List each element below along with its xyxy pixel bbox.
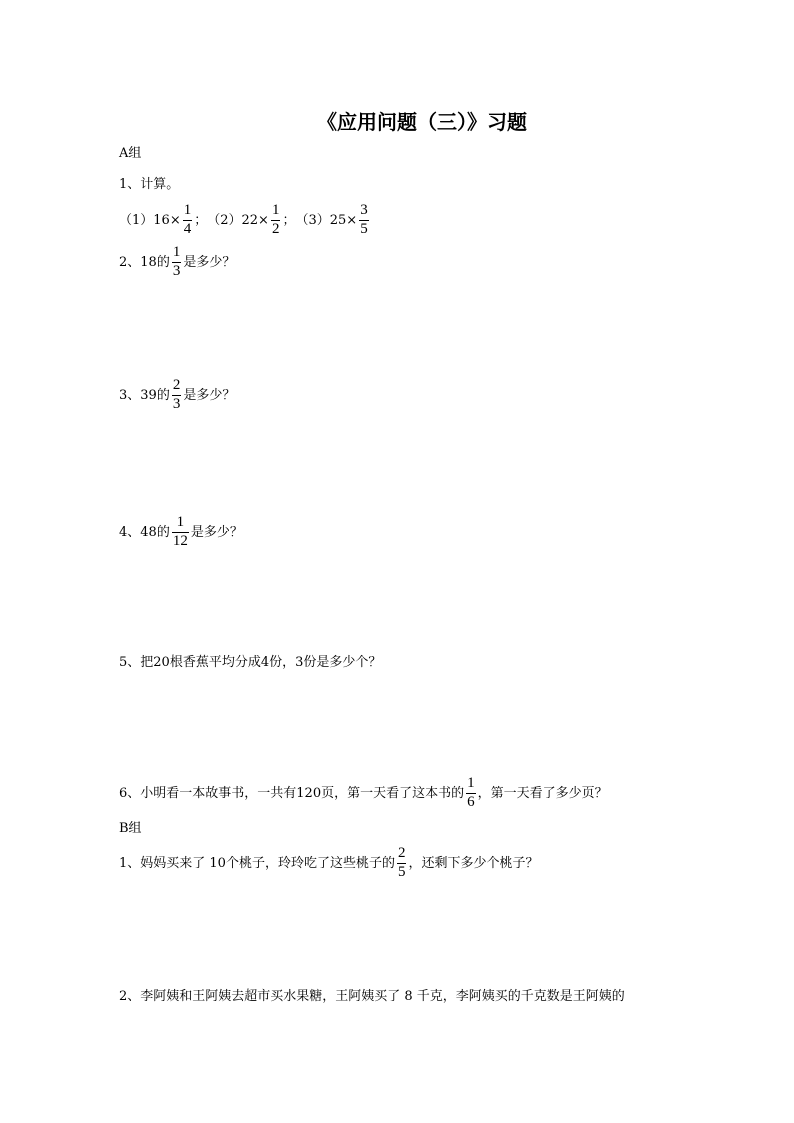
question-a2-prefix: 2、18的	[119, 254, 170, 270]
calc-item-3-prefix: （3）25×	[295, 212, 358, 228]
calc-item-2-suffix: ；	[282, 212, 296, 228]
question-b1-prefix: 1、妈妈买来了 10个桃子，玲玲吃了这些桃子的	[119, 855, 395, 871]
question-a4-suffix: 是多少？	[190, 524, 243, 540]
calc-item-1-prefix: （1）16×	[119, 212, 181, 228]
question-b1-suffix: ，还剩下多少个桃子？	[408, 855, 539, 871]
question-a1-text: 1、计算。	[119, 177, 180, 192]
fraction	[397, 846, 407, 881]
fraction	[359, 203, 369, 238]
question-a3-suffix: 是多少？	[183, 387, 236, 403]
fraction	[172, 515, 189, 550]
fraction-numerator: 1	[467, 775, 475, 791]
fraction-numerator: 3	[360, 202, 368, 218]
question-a6-suffix: ，第一天看了多少页？	[477, 785, 608, 801]
question-a2	[119, 245, 235, 280]
fraction-denominator: 4	[183, 220, 192, 237]
question-a1-items	[119, 203, 371, 238]
fraction-numerator: 1	[176, 514, 185, 530]
fraction	[271, 203, 281, 238]
fraction-denominator: 12	[172, 532, 188, 549]
fraction-numerator: 2	[397, 845, 406, 861]
group-a-label: A组	[119, 146, 142, 161]
group-b-label: B组	[119, 821, 142, 836]
fraction-numerator: 1	[183, 202, 192, 218]
question-a4	[119, 515, 243, 550]
question-a6	[119, 776, 608, 811]
fraction	[466, 776, 476, 811]
question-a5: 5、把20根香蕉平均分成4份，3份是多少个？	[119, 655, 382, 670]
fraction-denominator: 5	[360, 220, 368, 237]
fraction-denominator: 3	[172, 262, 181, 279]
fraction	[183, 203, 193, 238]
question-a3-prefix: 3、39的	[119, 387, 170, 403]
calc-item-1-suffix: ；	[194, 212, 208, 228]
fraction-numerator: 1	[172, 244, 181, 260]
question-a4-prefix: 4、48的	[119, 524, 170, 540]
fraction-denominator: 3	[172, 395, 181, 412]
fraction	[172, 245, 182, 280]
question-a2-suffix: 是多少？	[183, 254, 236, 270]
question-b2: 2、李阿姨和王阿姨去超市买水果糖，王阿姨买了 8 千克，李阿姨买的千克数是王阿姨的	[119, 989, 625, 1004]
fraction-denominator: 2	[271, 220, 280, 237]
page-title: 《应用问题（三）》习题	[317, 110, 527, 134]
calc-item-2-prefix: （2）22×	[207, 212, 269, 228]
fraction-numerator: 1	[271, 202, 280, 218]
fraction-denominator: 6	[467, 793, 475, 810]
question-a3	[119, 378, 235, 413]
question-a6-prefix: 6、小明看一本故事书，一共有120页，第一天看了这本书的	[119, 785, 465, 801]
fraction	[172, 378, 182, 413]
fraction-denominator: 5	[397, 863, 406, 880]
fraction-numerator: 2	[172, 377, 181, 393]
question-b1	[119, 846, 538, 881]
